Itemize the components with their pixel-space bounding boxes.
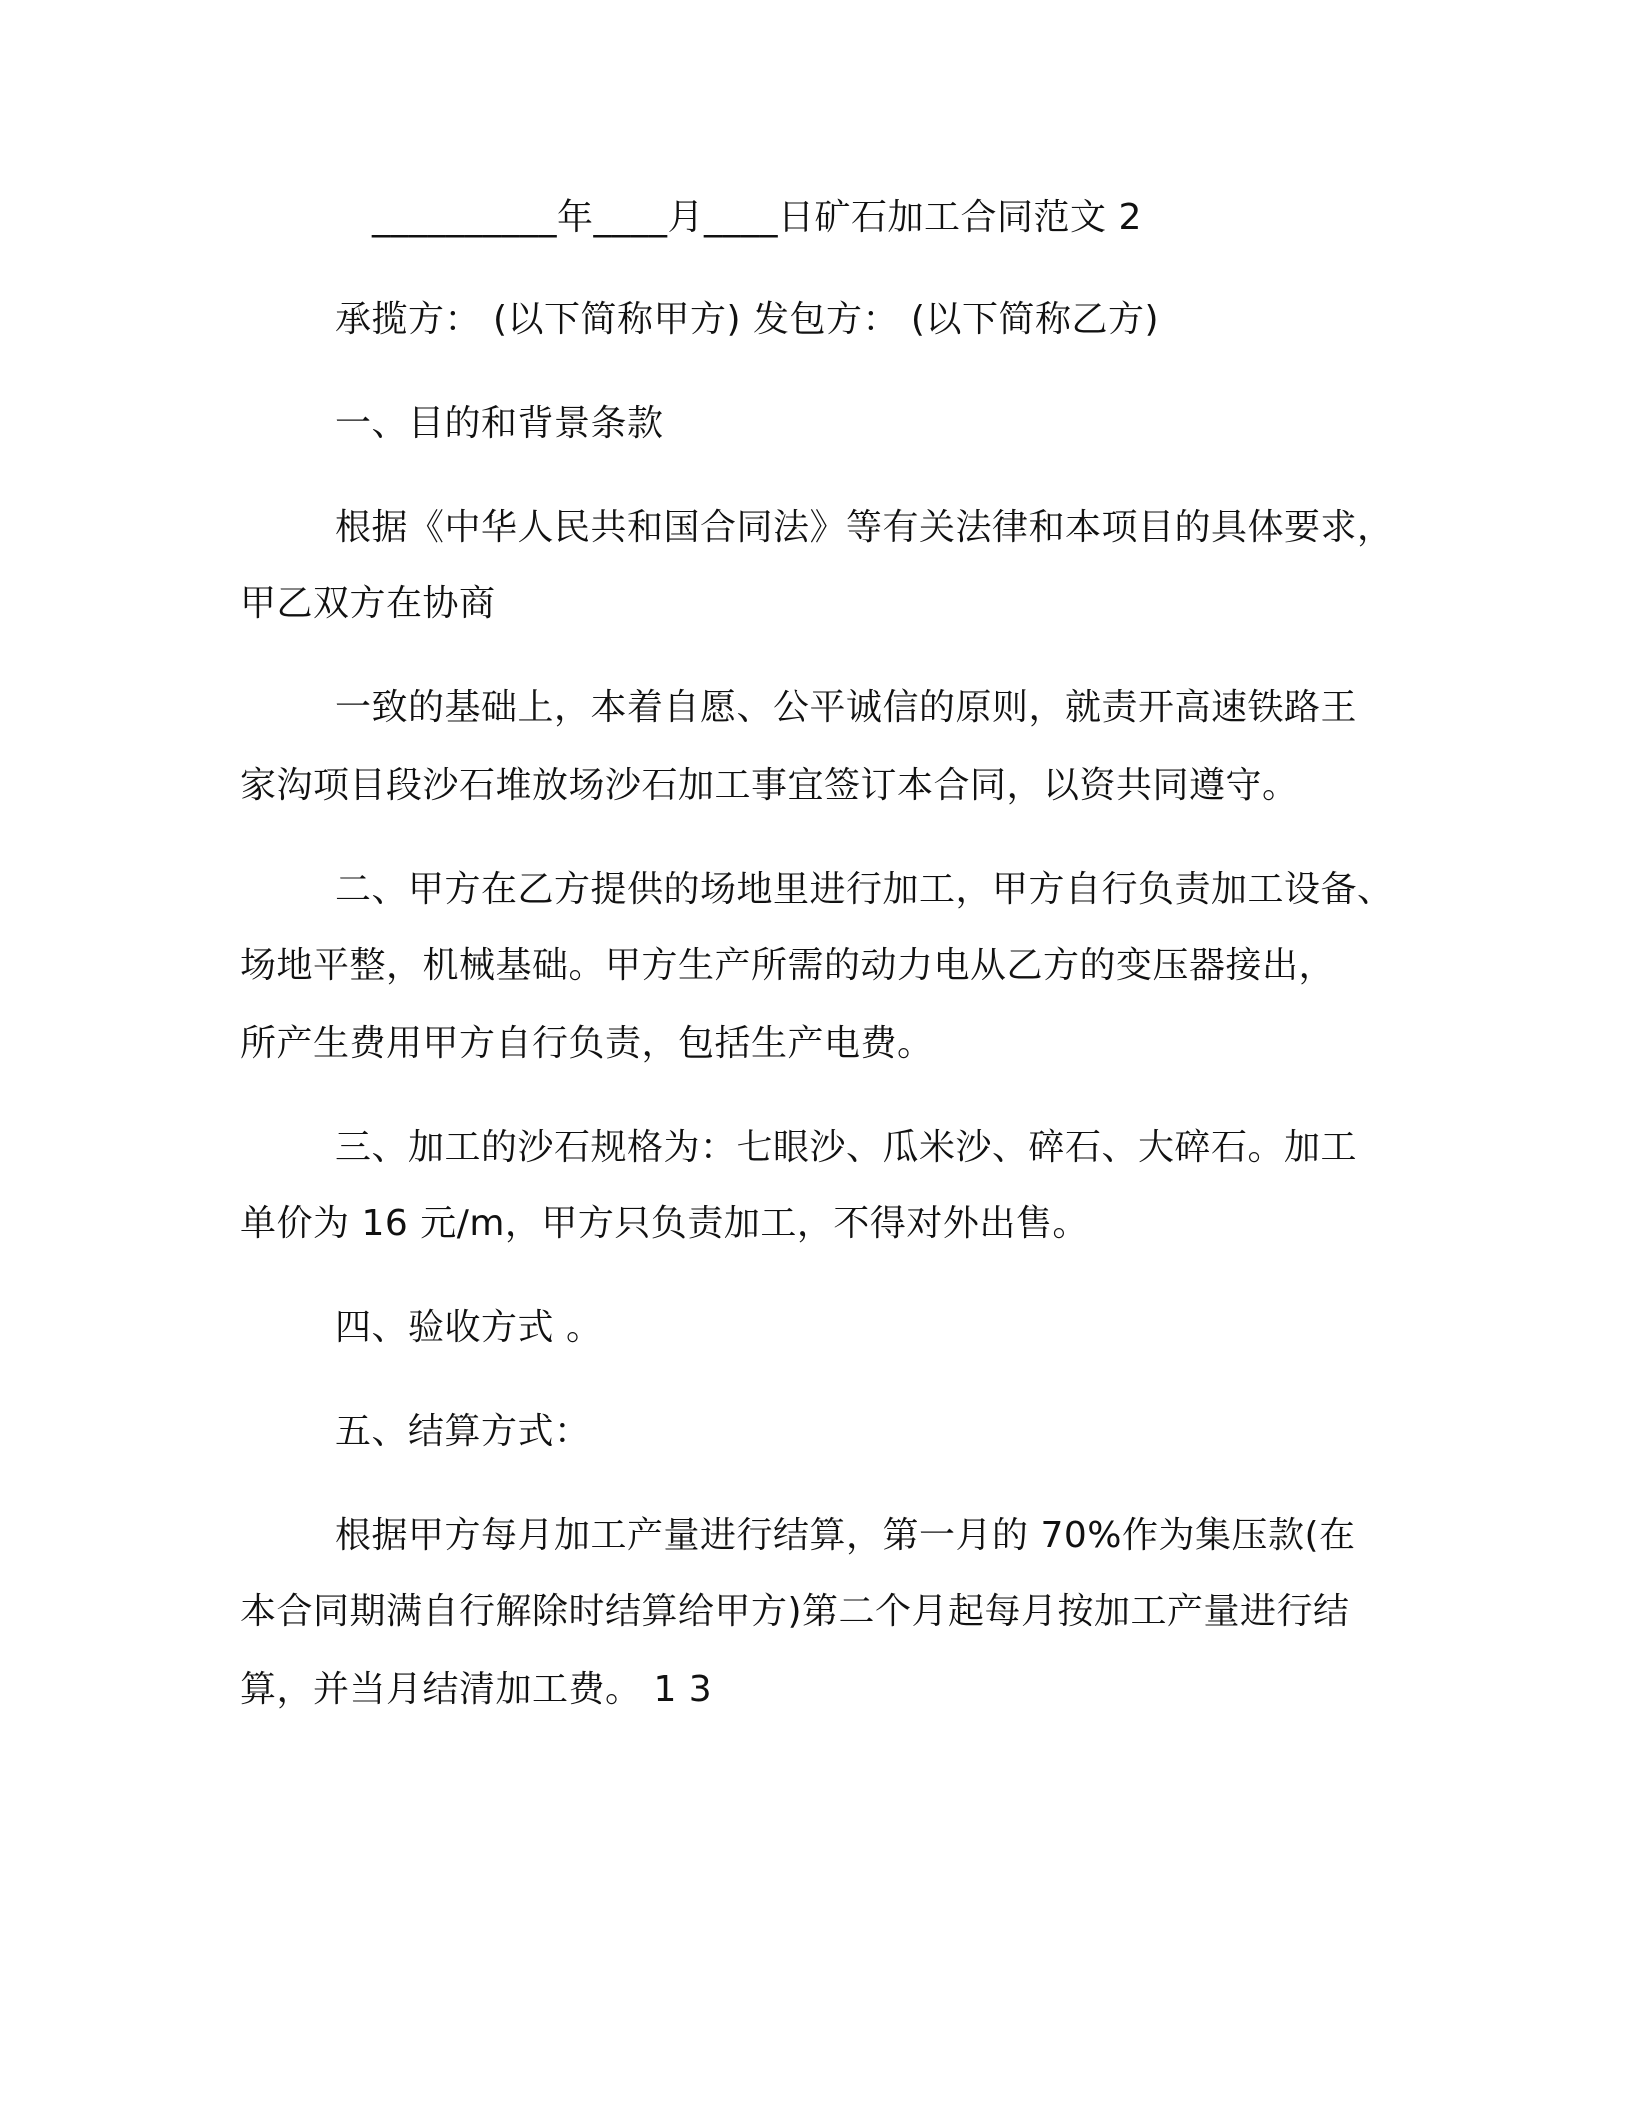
paragraph-line: 一致的基础上，本着自愿、公平诚信的原则，就责开高速铁路王 bbox=[335, 687, 1358, 728]
paragraph-line: 算，并当月结清加工费。 1 3 bbox=[240, 1669, 713, 1710]
paragraph-line: 本合同期满自行解除时结算给甲方)第二个月起每月按加工产量进行结 bbox=[240, 1591, 1350, 1632]
paragraph-line: 根据甲方每月加工产量进行结算，第一月的 70%作为集压款(在 bbox=[335, 1515, 1356, 1556]
paragraph-line: 甲乙双方在协商 bbox=[240, 583, 496, 624]
document-title: __________年____月____日矿石加工合同范文 2 bbox=[372, 197, 1142, 238]
section-3-line: 三、加工的沙石规格为：七眼沙、瓜米沙、碎石、大碎石。加工 bbox=[335, 1127, 1358, 1168]
paragraph-line: 所产生费用甲方自行负责，包括生产电费。 bbox=[240, 1023, 934, 1064]
paragraph-line: 场地平整，机械基础。甲方生产所需的动力电从乙方的变压器接出， bbox=[240, 945, 1336, 986]
paragraph-line: 家沟项目段沙石堆放场沙石加工事宜签订本合同，以资共同遵守。 bbox=[240, 765, 1299, 806]
parties-line: 承揽方： (以下简称甲方) 发包方： (以下简称乙方) bbox=[335, 299, 1160, 340]
paragraph-line: 单价为 16 元/m，甲方只负责加工，不得对外出售。 bbox=[240, 1203, 1089, 1244]
paragraph-line: 根据《中华人民共和国合同法》等有关法律和本项目的具体要求， bbox=[335, 507, 1394, 548]
section-2-line: 二、甲方在乙方提供的场地里进行加工，甲方自行负责加工设备、 bbox=[335, 869, 1394, 910]
section-heading-4: 四、验收方式 。 bbox=[335, 1307, 603, 1348]
section-heading-5: 五、结算方式： bbox=[335, 1411, 591, 1452]
section-heading-1: 一、目的和背景条款 bbox=[335, 403, 664, 444]
